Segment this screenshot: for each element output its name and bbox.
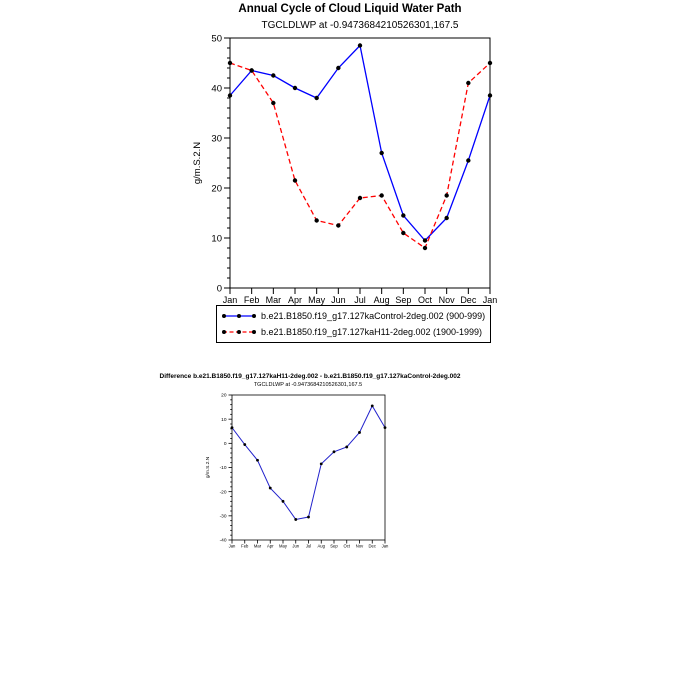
- svg-text:Sep: Sep: [395, 295, 412, 305]
- svg-text:Mar: Mar: [265, 295, 282, 305]
- svg-text:Aug: Aug: [317, 543, 325, 549]
- svg-text:-30: -30: [219, 514, 227, 520]
- svg-text:Apr: Apr: [266, 543, 274, 549]
- svg-text:g/m.S.2.N: g/m.S.2.N: [206, 456, 211, 479]
- svg-text:Aug: Aug: [373, 295, 390, 305]
- svg-text:Jun: Jun: [331, 295, 346, 305]
- svg-text:Jan: Jan: [222, 295, 238, 305]
- main-chart-subtitle: TGCLDLWP at -0.9473684210526301,167.5: [261, 20, 459, 31]
- svg-text:10: 10: [221, 417, 227, 423]
- svg-text:Nov: Nov: [438, 295, 455, 305]
- svg-text:30: 30: [211, 133, 222, 145]
- svg-text:10: 10: [211, 233, 222, 245]
- svg-text:0: 0: [216, 283, 222, 295]
- svg-text:20: 20: [211, 183, 222, 195]
- legend-label-control: b.e21.B1850.f19_g17.127kaControl-2deg.002 (900-999): [261, 311, 486, 321]
- difference-plot-area: [195, 386, 410, 558]
- svg-text:40: 40: [211, 83, 222, 95]
- svg-text:Oct: Oct: [417, 295, 433, 305]
- svg-text:0: 0: [223, 442, 227, 448]
- svg-text:g/m.S.2.N: g/m.S.2.N: [192, 141, 203, 185]
- svg-text:-40: -40: [219, 538, 227, 544]
- svg-text:May: May: [308, 295, 326, 305]
- svg-text:Jan: Jan: [381, 543, 389, 549]
- legend-label-experiment: b.e21.B1850.f19_g17.127kaH11-2deg.002 (1900-1999): [261, 327, 483, 337]
- control-line-sample-icon: [222, 310, 256, 322]
- svg-text:-20: -20: [219, 490, 227, 496]
- svg-text:Feb: Feb: [241, 543, 249, 549]
- svg-text:Jul: Jul: [354, 295, 366, 305]
- difference-chart-subtitle: TGCLDLWP at -0.9473684210526301,167.5: [253, 382, 363, 388]
- experiment-line-sample-icon: [222, 326, 256, 338]
- chart-legend: [216, 305, 491, 343]
- difference-chart-title: Difference b.e21.B1850.f19_g17.127kaH11-2deg.002 - b.e21.B1850.f19_g17.127kaControl-2deg.002: [159, 373, 461, 380]
- legend-item-experiment: [222, 324, 485, 340]
- svg-text:Feb: Feb: [243, 295, 260, 305]
- legend-item-control: [222, 308, 485, 324]
- svg-text:Jul: Jul: [305, 543, 312, 549]
- svg-text:20: 20: [221, 393, 227, 399]
- svg-text:May: May: [279, 543, 287, 549]
- svg-text:Jan: Jan: [228, 543, 236, 549]
- svg-text:Mar: Mar: [253, 543, 262, 549]
- svg-text:Apr: Apr: [287, 295, 303, 305]
- svg-text:Sep: Sep: [330, 543, 338, 549]
- svg-text:50: 50: [211, 33, 222, 45]
- svg-text:Oct: Oct: [343, 543, 351, 549]
- svg-text:-10: -10: [219, 466, 227, 472]
- svg-text:Jan: Jan: [482, 295, 498, 305]
- annual-cycle-plot-area: [180, 30, 510, 310]
- main-chart-title: Annual Cycle of Cloud Liquid Water Path: [238, 3, 462, 15]
- svg-text:Dec: Dec: [460, 295, 477, 305]
- svg-text:Dec: Dec: [368, 543, 376, 549]
- svg-text:Nov: Nov: [355, 543, 364, 549]
- svg-text:Jun: Jun: [292, 543, 300, 549]
